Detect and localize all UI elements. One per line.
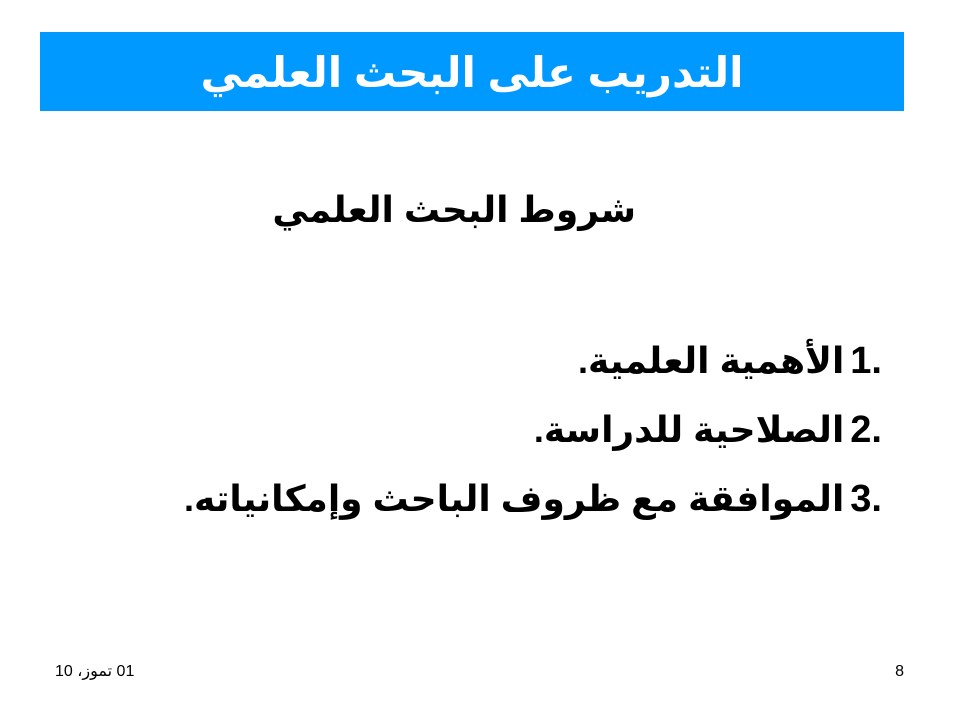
slide-subtitle: شروط البحث العلمي <box>272 189 636 230</box>
conditions-list <box>162 326 882 533</box>
list-item <box>162 464 882 533</box>
list-item-number: 2. <box>850 408 882 451</box>
list-item <box>162 395 882 464</box>
slide-title: التدريب على البحث العلمي <box>200 48 744 96</box>
list-item-number: 3. <box>850 477 882 520</box>
list-item-text: الأهمية العلمية. <box>577 339 845 381</box>
footer-date: 01 تموز، 10 <box>55 663 135 680</box>
list-item-text: الموافقة مع ظروف الباحث وإمكانياته. <box>184 477 845 519</box>
list-item-number: 1. <box>850 339 882 382</box>
slide-number: 8 <box>895 663 904 680</box>
list-item-text: الصلاحية للدراسة. <box>533 408 845 450</box>
list-item <box>162 326 882 395</box>
title-bar <box>40 32 904 111</box>
